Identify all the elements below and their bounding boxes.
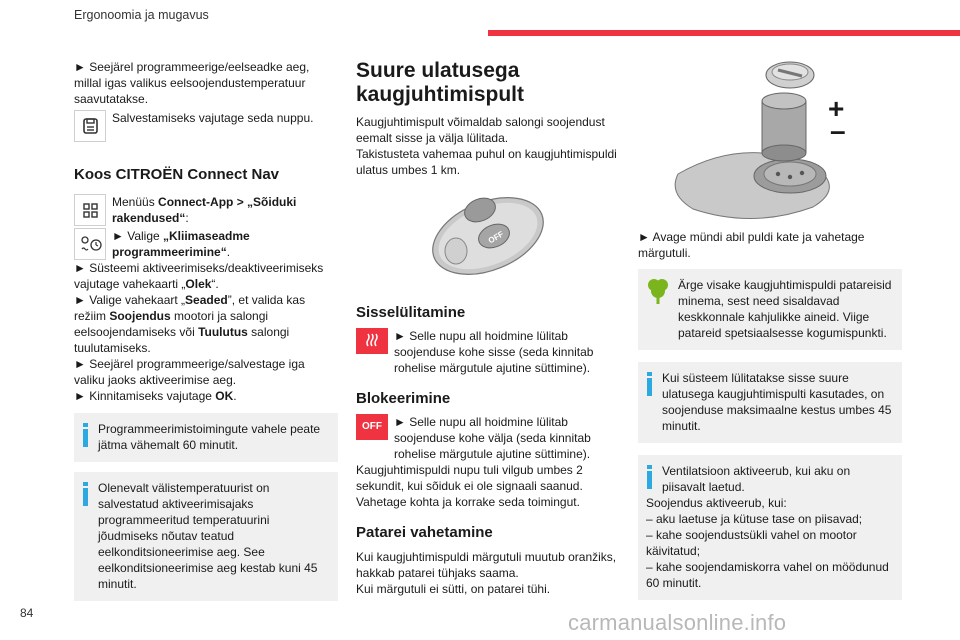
minus-label: –	[830, 115, 846, 146]
note-ventilation: Ventilatsioon aktiveerub, kui aku on piisavalt laetud. Soojendus aktiveerub, kui: – aku laetuse ja kütuse tase on piisavad; – kahe soojendustsükli vahel on mootor käivitatud; – kahe soojendamiskorra vahel on möödunud 60 minutit.	[638, 455, 902, 600]
menu-row	[74, 194, 338, 226]
save-icon	[74, 110, 106, 142]
heater-on-icon	[356, 328, 388, 354]
remote-control-image	[356, 178, 620, 298]
note-preconditioning: Olenevalt välistemperatuurist on salvestatud aktiveerimisajaks programmeeritud temperatuurini jõudmiseks nõutav teatud eelkonditsioneerimise aeg. See eelkonditsioneerimise aeg kestab kuni 45 minutit.	[74, 472, 338, 601]
apps-grid-icon	[74, 194, 106, 226]
select-text: ► Valige „Kliimaseadme programmeerimine“.	[112, 229, 250, 259]
page-number: 84	[20, 606, 34, 620]
menu-text: Menüüs Connect-App > „Sõiduki rakendused“:	[112, 195, 297, 225]
switch-on-row	[356, 328, 620, 376]
paragraph-battery-empty: Kui märgutuli ei sütti, on patarei tühi.	[356, 582, 551, 596]
heading-block: Blokeerimine	[356, 390, 451, 407]
note-max-duration: Kui süsteem lülitatakse sisse suure ulatusega kaugjuhtimispulti kasutades, on soojenduse maksimaalne kestus umbes 45 minutit.	[638, 362, 902, 443]
heading-battery: Patarei vahetamine	[356, 524, 493, 541]
paragraph-remote: Kaugjuhtimispult võimaldab salongi soojendust eemalt sisse ja välja lülitada.	[356, 115, 605, 145]
heading-remote-control: Suure ulatusega kaugjuhtimispult	[356, 59, 524, 106]
column-left	[74, 59, 338, 601]
note-ventilation-line: – kahe soojendamiskorra vahel on möödunud 60 minutit.	[646, 560, 889, 590]
heading-switch-on: Sisselülitamine	[356, 304, 466, 321]
block-row	[356, 414, 620, 462]
save-row	[74, 110, 338, 142]
paragraph-led-blink: Kaugjuhtimispuldi nupu tuli vilgub umbes 2 sekundit, kui sõiduk ei ole signaali saanud. Vahetage kohta ja korrake seda toimingut.	[356, 463, 583, 509]
plus-label: +	[828, 93, 845, 124]
paragraph-confirm: ► Kinnitamiseks vajutage OK.	[74, 389, 237, 403]
info-icon	[82, 421, 90, 453]
paragraph-program: ► Seejärel programmeerige/salvestage iga valiku jaoks aktiveerimise aeg.	[74, 357, 305, 387]
heading-connect-nav: Koos CITROËN Connect Nav	[74, 166, 280, 183]
note-ventilation-line: – aku laetuse ja kütuse tase on piisavad;	[646, 512, 863, 526]
battery-cover-image	[638, 59, 902, 221]
remote-off-label: OFF	[486, 229, 506, 246]
block-text: ► Selle nupu all hoidmine lülitab soojenduse kohe välja (seda kinnitab rohelise märgutule ajutine süttimine).	[394, 415, 591, 461]
battery-illustration	[638, 59, 902, 221]
note-ventilation-line: – kahe soojendustsükli vahel on mootor käivitatud;	[646, 528, 857, 558]
section-title: Ergonoomia ja mugavus	[74, 8, 209, 22]
paragraph-battery-low: Kui kaugjuhtimispuldi märgutuli muutub oranžiks, hakkab patarei tühjaks saama.	[356, 550, 617, 580]
save-text: Salvestamiseks vajutage seda nuppu.	[112, 111, 314, 125]
tree-icon	[646, 277, 670, 341]
switch-on-text: ► Selle nupu all hoidmine lülitab soojenduse kohe sisse (seda kinnitab rohelise märgutule ajutine süttimine).	[394, 329, 594, 375]
info-icon	[646, 463, 654, 495]
header-accent-bar	[488, 30, 960, 36]
paragraph-settings-tab: ► Valige vahekaart „Seaded”, et valida kas režiim Soojendus mootori ja salongi eelsoojendamiseks või Tuulutus salongi tuulutamiseks.	[74, 293, 306, 355]
paragraph-range: Takistusteta vahemaa puhul on kaugjuhtimispuldi ulatus umbes 1 km.	[356, 147, 617, 177]
info-icon	[82, 480, 90, 592]
info-icon	[646, 370, 654, 434]
climate-schedule-icon	[74, 228, 106, 260]
note-ventilation-line: Soojendus aktiveerub, kui:	[646, 496, 787, 510]
paragraph-preset-time: ► Seejärel programmeerige/eelseadke aeg, millal igas valikus eelsoojendustemperatuur saavutatakse.	[74, 60, 310, 106]
note-environment: Ärge visake kaugjuhtimispuldi patareisid minema, sest need sisaldavad keskkonnale kahjulikke aineid. Viige patareid spetsiaalsesse kogumispunkti.	[638, 269, 902, 350]
column-middle	[356, 59, 620, 597]
select-row	[74, 228, 338, 260]
heater-off-icon: OFF	[356, 414, 388, 440]
column-right	[638, 59, 902, 600]
watermark: carmanualsonline.info	[568, 610, 787, 635]
paragraph-open-cover: ► Avage mündi abil puldi kate ja vahetage märgutuli.	[638, 230, 865, 260]
note-interval: Programmeerimistoimingute vahele peate jätma vähemalt 60 minutit.	[74, 413, 338, 462]
remote-illustration	[356, 178, 620, 298]
paragraph-status-tab: ► Süsteemi aktiveerimiseks/deaktiveerimiseks vajutage vahekaarti „Olek“.	[74, 261, 324, 291]
